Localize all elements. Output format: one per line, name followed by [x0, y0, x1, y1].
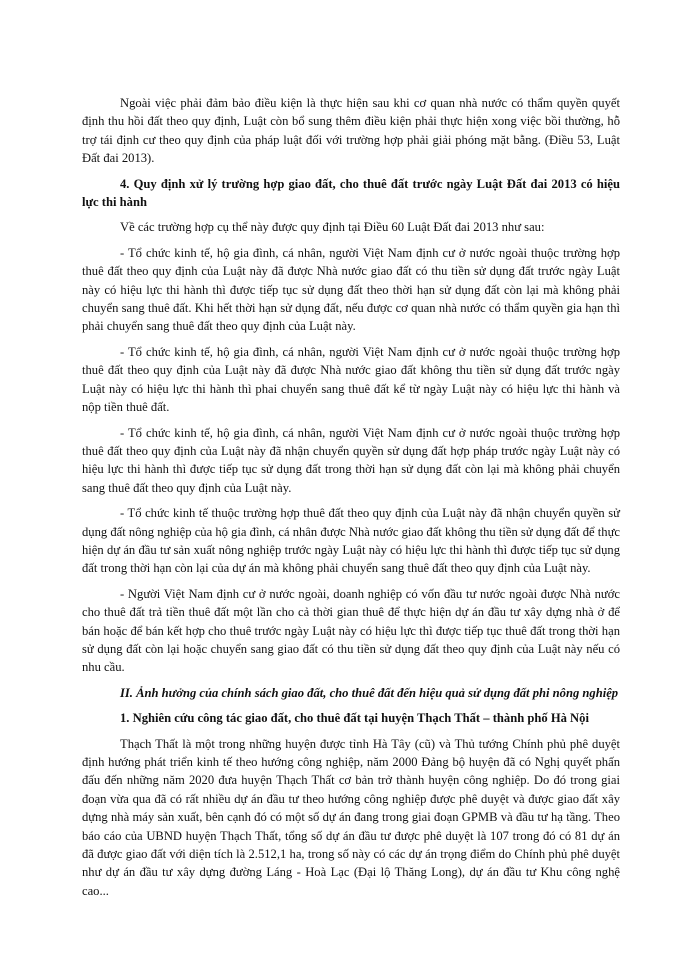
subsection-1-heading: 1. Nghiên cứu công tác giao đất, cho thuê đất tại huyện Thạch Thất – thành phố Hà Nội: [120, 711, 589, 726]
section-4-item-3: - Tổ chức kinh tế, hộ gia đình, cá nhân, người Việt Nam định cư ở nước ngoài thuộc trường hợp thuê đất theo quy định của Luật này đã nhận chuyển quyền sử dụng đất hợp pháp trước ngày Luật này có hiệu lực thi hành thì được tiếp tục sử dụng đất trong thời hạn sử dụng đất còn lại mà không phải chuyển sang thuê đất theo quy định của Luật này.: [82, 425, 620, 495]
section-4-item-5: - Người Việt Nam định cư ở nước ngoài, doanh nghiệp có vốn đầu tư nước ngoài được Nhà nước cho thuê đất trả tiền thuê đất một lần cho cả thời gian thuê để thực hiện dự án đầu tư xây dựng nhà ở để bán hoặc để bán kết hợp cho thuê trước ngày Luật này có hiệu lực thì được tiếp tục thuê đất trong thời hạn sử dụng đất còn lại hoặc chuyển sang giao đất có thu tiền sử dụng đất theo quy định của Luật này nếu có nhu cầu.: [82, 586, 620, 675]
subsection-1-paragraph: Thạch Thất là một trong những huyện được tỉnh Hà Tây (cũ) và Thủ tướng Chính phủ phê duyệt định hướng phát triển kinh tế theo hướng công nghiệp, năm 2000 Đảng bộ huyện đã có Nghị quyết phấn đấu đến những năm 2020 đưa huyện Thạch Thất cơ bản trở thành huyện công nghiệp. Do đó trong giai đoạn vừa qua đã có rất nhiều dự án đầu tư theo hướng công nghiệp được phê duyệt và được giao đất xây dựng nhà máy sản xuất, bên cạnh đó có một số dự án đang trong giai đoạn GPMB và đầu tư hạ tầng. Theo báo cáo của UBND huyện Thạch Thất, tổng số dự án đầu tư được phê duyệt là 107 trong đó có 81 dự án đã được giao đất với diện tích là 2.512,1 ha, trong số này có các dự án trọng điểm do Chính phủ phê duyệt như dự án đầu tư xây dựng đường Láng - Hoà Lạc (Đại lộ Thăng Long), dự án đầu tư Khu công nghệ cao...: [82, 736, 620, 898]
section-4-item-4: - Tổ chức kinh tế thuộc trường hợp thuê đất theo quy định của Luật này đã nhận chuyển quyền sử dụng đất nông nghiệp của hộ gia đình, cá nhân được Nhà nước giao đất không thu tiền sử dụng đất để thực hiện dự án đầu tư sản xuất nông nghiệp trước ngày Luật này có hiệu lực thi hành thì được tiếp tục sử dụng đất trong thời hạn còn lại của dự án mà không phải chuyển sang thuê đất theo quy định của Luật này.: [82, 506, 620, 576]
document-page: [82, 94, 620, 907]
section-4-item-2: - Tổ chức kinh tế, hộ gia đình, cá nhân, người Việt Nam định cư ở nước ngoài thuộc trường hợp thuê đất theo quy định của Luật này đã được Nhà nước giao đất không thu tiền sử dụng đất trước ngày Luật này có hiệu lực thi hành thì phai chuyển sang thuê đất kể từ ngày Luật này có hiệu lực thi hành và nộp tiền thuê đất.: [82, 344, 620, 415]
section-4-intro: Về các trường hợp cụ thể này được quy định tại Điều 60 Luật Đất đai 2013 như sau:: [120, 220, 545, 235]
section-4-item-1: - Tổ chức kinh tế, hộ gia đình, cá nhân, người Việt Nam định cư ở nước ngoài thuộc trường hợp thuê đất theo quy định của Luật này đã được Nhà nước giao đất có thu tiền sử dụng đất trước ngày Luật này có hiệu lực thi hành thì được tiếp tục sử dụng đất theo thời hạn sử dụng đất còn lại mà không phải chuyển sang thuê đất. Khi hết thời hạn sử dụng đất, nếu được cơ quan nhà nước có thẩm quyền gia hạn thì phải chuyển sang thuê đất theo quy định của Luật này.: [82, 245, 620, 334]
section-II-heading: II. Ảnh hưởng của chính sách giao đất, cho thuê đất đến hiệu quả sử dụng đất phi nông nghiệp: [120, 685, 619, 700]
intro-paragraph: Ngoài việc phải đảm bảo điều kiện là thực hiện sau khi cơ quan nhà nước có thẩm quyền quyết định thu hồi đất theo quy định, Luật còn bổ sung thêm điều kiện phải thực hiện xong việc bồi thường, hỗ trợ tái định cư theo quy định của pháp luật đối với trường hợp phải giải phóng mặt bằng. (Điều 53, Luật Đất đai 2013).: [82, 96, 620, 166]
section-4-heading: 4. Quy định xử lý trường hợp giao đất, cho thuê đất trước ngày Luật Đất đai 2013 có hiệu lực thi hành: [82, 176, 620, 210]
